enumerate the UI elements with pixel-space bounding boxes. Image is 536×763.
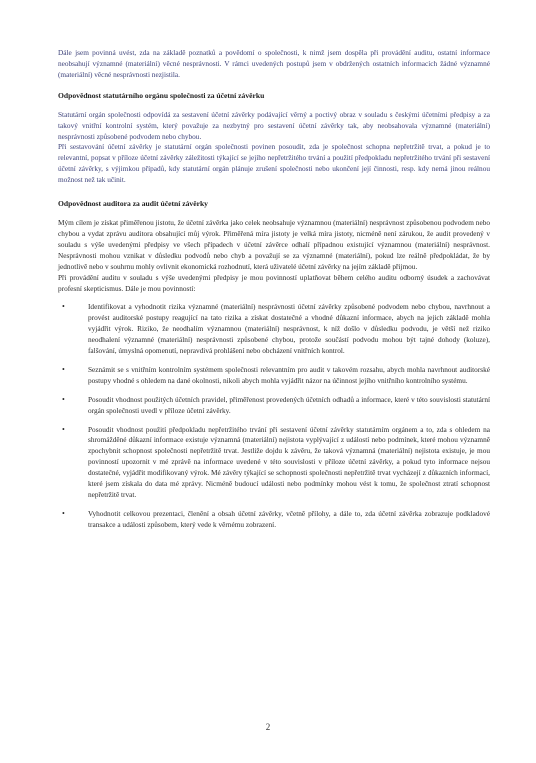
list-item-text: Identifikovat a vyhodnotit rizika významné (materiální) nesprávnosti účetní závěrky způsobené podvodem nebo chybou, navrhnout a provést auditorské postupy reagující na tato rizika a získat dostatečné a vhodné důkazní informace, abych na jejich základě mohla vyjádřit výrok. Riziko, že neodhalím významnou (materiální) nesprávnost, k níž došlo v důsledku podvodu, je větší než riziko neodhalení významné (materiální) nesprávnosti způsobené chybou, protože součástí podvodu mohou být tajné dohody (koluze), falšování, úmyslná opomenutí, nepravdivá prohlášení nebo obcházení vnitřních kontrol.: [88, 302, 490, 356]
section-heading-statutory-body: Odpovědnost statutárního orgánu společnosti za účetní závěrku: [58, 90, 265, 100]
auditor-paragraph-2: Při provádění auditu v souladu s výše uvedenými předpisy je mou povinností uplatňovat během celého auditu odborný úsudek a zachovávat profesní skepticismus. Dále je mou povinností:: [58, 272, 490, 293]
page-number: 2: [265, 722, 271, 732]
list-item: [58, 509, 490, 531]
bullet-icon: •: [62, 302, 65, 312]
list-item: [58, 425, 490, 501]
intro-paragraph: Dále jsem povinná uvést, zda na základě poznatků a povědomí o společnosti, k nimž jsem dospěla při provádění auditu, ostatní informace neobsahují významné (materiální) věcné nesprávnosti. V rámci uvedených postupů jsem v obdržených ostatních informacích žádné významné (materiální) věcné nesprávnosti nezjistila.: [58, 48, 490, 79]
bullet-icon: •: [62, 364, 65, 374]
bullet-icon: •: [62, 394, 65, 404]
bullet-icon: •: [62, 424, 65, 434]
statutory-paragraph-1: Statutární orgán společnosti odpovídá za sestavení účetní závěrky podávající věrný a poctivý obraz v souladu s českými účetními předpisy a za takový vnitřní kontrolní systém, který považuje za nezbytný pro sestavení účetní závěrky tak, aby neobsahovala významné (materiální) nesprávnosti způsobené podvodem nebo chybou.: [58, 109, 490, 141]
list-item: [58, 395, 490, 417]
section-heading-auditor: Odpovědnost auditora za audit účetní závěrky: [58, 199, 208, 209]
bullet-icon: •: [62, 508, 65, 518]
list-item-text: Seznámit se s vnitřním kontrolním systémem společnosti relevantním pro audit v takovém rozsahu, abych mohla navrhnout auditorské postupy vhodné s ohledem na dané okolnosti, nikoli abych mohla vyjádřit názor na účinnost jejího vnitřního kontrolního systému.: [88, 364, 490, 385]
auditor-duties-list: [58, 302, 490, 530]
list-item: [58, 365, 490, 387]
auditor-paragraph-1: Mým cílem je získat přiměřenou jistotu, že účetní závěrka jako celek neobsahuje významnou (materiální) nesprávnost způsobenou podvodem nebo chybou a vydat zprávu auditora obsahující můj výrok. Přiměřená míra jistoty je velká míra jistoty, nicméně není zárukou, že audit provedený v souladu s výše uvedenými předpisy ve všech případech v účetní závěrce odhalí případnou existující významnou (materiální) nesprávnost. Nesprávnosti mohou vznikat v důsledku podvodů nebo chyb a považují se za významné (materiální), pokud lze reálně předpokládat, že by jednotlivě nebo v souhrnu mohly ovlivnit ekonomická rozhodnutí, která uživatelé účetní závěrky na jejím základě přijmou.: [58, 218, 490, 271]
statutory-paragraph-2: Při sestavování účetní závěrky je statutární orgán společnosti povinen posoudit, zda je společnost schopna nepřetržitě trvat, a pokud je to relevantní, popsat v příloze účetní závěrky záležitosti týkající se jejího nepřetržitého trvání a použití předpokladu nepřetržitého trvání při sestavení účetní závěrky, s výjimkou případů, kdy statutární orgán plánuje zrušení společnosti nebo ukončení její činnosti, resp. kdy nemá jinou reálnou možnost než tak učinit.: [58, 142, 490, 185]
list-item: [58, 302, 490, 357]
list-item-text: Vyhodnotit celkovou prezentaci, členění a obsah účetní závěrky, včetně přílohy, a dále to, zda účetní závěrka zobrazuje podkladové transakce a události způsobem, který vede k věrnému zobrazení.: [88, 508, 490, 529]
list-item-text: Posoudit vhodnost použití předpokladu nepřetržitého trvání při sestavení účetní závěrky statutárním orgánem a to, zda s ohledem na shromážděné důkazní informace existuje významná (materiální) nejistota vyplývající z událostí nebo podmínek, které mohou významně zpochybnit schopnost společnosti nepřetržitě trvat. Jestliže dojdu k závěru, že taková významná (materiální) nejistota existuje, je mou povinností upozornit v mé zprávě na informace uvedené v této souvislosti v příloze účetní závěrky, a pokud tyto informace nejsou dostatečné, vyjádřit modifikovaný výrok. Mé závěry týkající se schopnosti společnosti nepřetržitě trvat vycházejí z důkazních informací, které jsem získala do data mé zprávy. Nicméně budoucí události nebo podmínky mohou vést k tomu, že společnost ztratí schopnost nepřetržitě trvat.: [88, 424, 490, 499]
list-item-text: Posoudit vhodnost použitých účetních pravidel, přiměřenost provedených účetních odhadů a informace, které v této souvislosti statutární orgán společnosti uvedl v příloze účetní závěrky.: [88, 394, 490, 415]
